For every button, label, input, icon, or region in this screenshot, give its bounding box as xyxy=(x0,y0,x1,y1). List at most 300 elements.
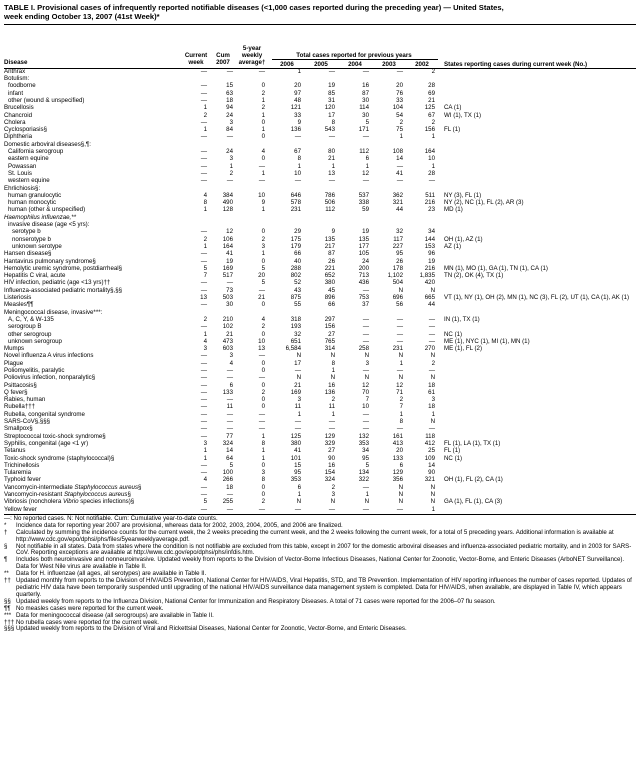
disease-name: SARS-CoV§,§§§ xyxy=(4,418,51,426)
count-cell: 2 xyxy=(399,118,403,126)
count-cell: — xyxy=(258,410,265,418)
disease-name: Rabies, human xyxy=(4,396,46,404)
count-cell: 85 xyxy=(328,89,335,97)
states-cell xyxy=(438,119,636,126)
count-cell: 95 xyxy=(294,469,301,477)
count-cell: 0 xyxy=(261,483,265,491)
table-row xyxy=(4,82,636,89)
count-cell: 1 xyxy=(399,410,403,418)
count-cell: — xyxy=(396,162,403,170)
count-cell: 135 xyxy=(358,235,369,243)
count-cell: 665 xyxy=(424,294,435,302)
count-cell: 696 xyxy=(392,294,403,302)
footnote-text: Updated weekly from reports to the Division of Viral and Rickettsial Diseases, National Center for Zoonotic, Vector-Borne, and Enteric Diseases. xyxy=(16,625,407,633)
footnote-symbol: §§§ xyxy=(4,625,15,633)
count-cell: 1 xyxy=(261,454,265,462)
disease-name: Mumps xyxy=(4,345,25,353)
disease-name: Hantavirus pulmonary syndrome§ xyxy=(4,257,96,265)
states-cell xyxy=(438,462,636,469)
count-cell: 2 xyxy=(331,483,335,491)
count-cell: N xyxy=(330,374,335,382)
count-cell xyxy=(372,185,406,192)
count-cell: 161 xyxy=(392,432,403,440)
disease-name-part: Vancomycin-intermediate xyxy=(4,483,75,491)
count-cell: N xyxy=(430,352,435,360)
disease-name: Q fever§ xyxy=(4,388,28,396)
disease-name-part: § xyxy=(138,483,142,491)
count-cell: 802 xyxy=(290,272,301,280)
count-cell: 6 xyxy=(399,461,403,469)
count-cell: 10 xyxy=(258,191,265,199)
count-cell xyxy=(236,75,268,82)
count-cell xyxy=(372,221,406,228)
states-cell: WI (1), TX (1) xyxy=(444,111,482,119)
count-cell: — xyxy=(258,67,265,75)
count-cell: 1 xyxy=(203,330,207,338)
count-cell: 169 xyxy=(222,264,233,272)
count-cell: 73 xyxy=(226,286,233,294)
count-cell: 603 xyxy=(222,345,233,353)
count-cell: N xyxy=(296,374,301,382)
header-avg-1: 5-year xyxy=(242,44,262,52)
disease-name: Plague xyxy=(4,359,24,367)
count-cell: 179 xyxy=(290,242,301,250)
count-cell: — xyxy=(362,410,369,418)
count-cell xyxy=(304,75,338,82)
states-cell xyxy=(438,367,636,374)
table-row xyxy=(4,119,636,126)
count-cell: 44 xyxy=(396,206,403,214)
count-cell: 132 xyxy=(358,432,369,440)
count-cell: 41 xyxy=(226,250,233,258)
disease-name: Cyclosporiasis§ xyxy=(4,126,47,134)
count-cell xyxy=(406,214,438,221)
states-cell xyxy=(438,163,636,170)
count-cell: — xyxy=(428,425,435,433)
disease-name: western equine xyxy=(8,177,50,185)
count-cell: 1 xyxy=(229,162,233,170)
disease-name: Cholera xyxy=(4,118,26,126)
count-cell xyxy=(338,221,372,228)
count-cell: — xyxy=(226,418,233,426)
count-cell: 2 xyxy=(261,235,265,243)
states-cell: NC (1) xyxy=(444,330,463,338)
count-cell: 4 xyxy=(203,476,207,484)
disease-name: human (other & unspecified) xyxy=(8,206,86,214)
table-row xyxy=(4,243,636,250)
count-cell: N xyxy=(430,286,435,294)
count-cell: — xyxy=(328,67,335,75)
count-cell: — xyxy=(396,337,403,345)
disease-name-part: Vancomycin-resistant xyxy=(4,491,64,499)
count-cell: — xyxy=(362,177,369,185)
disease-name: Poliovirus infection, nonparalytic§ xyxy=(4,374,96,382)
count-cell: — xyxy=(200,432,207,440)
count-cell: 786 xyxy=(324,191,335,199)
count-cell: — xyxy=(396,330,403,338)
count-cell: N xyxy=(364,498,369,506)
disease-name: Influenza-associated pediatric mortality§,§§ xyxy=(4,286,123,294)
count-cell: 94 xyxy=(226,104,233,112)
count-cell: — xyxy=(294,133,301,141)
table-row xyxy=(4,411,636,418)
count-cell: — xyxy=(200,133,207,141)
states-cell: FL (1) xyxy=(444,126,461,134)
count-cell: — xyxy=(294,505,301,513)
count-cell: 164 xyxy=(424,148,435,156)
count-cell: 66 xyxy=(328,301,335,309)
count-cell: 210 xyxy=(222,315,233,323)
count-cell: 44 xyxy=(428,301,435,309)
count-cell: — xyxy=(226,366,233,374)
count-cell: 0 xyxy=(261,155,265,163)
count-cell: 13 xyxy=(258,345,265,353)
count-cell: 17 xyxy=(328,111,335,119)
disease-name: invasive disease (age <5 yrs): xyxy=(8,221,90,229)
count-cell: 178 xyxy=(392,264,403,272)
count-cell: — xyxy=(294,366,301,374)
count-cell: 1 xyxy=(261,126,265,134)
count-cell: 96 xyxy=(428,250,435,258)
count-cell: 11 xyxy=(294,403,301,411)
count-cell: — xyxy=(200,301,207,309)
table-row xyxy=(4,68,636,75)
disease-name: St. Louis xyxy=(8,169,32,177)
count-cell: 0 xyxy=(261,403,265,411)
disease-name: Hemolytic uremic syndrome, postdiarrheal§ xyxy=(4,264,123,272)
header-group-rule xyxy=(272,59,438,60)
count-cell: 0 xyxy=(261,381,265,389)
count-cell: — xyxy=(258,162,265,170)
count-cell: — xyxy=(362,286,369,294)
footnote-text: Not notifiable in all states. Data from states where the condition is not notifiable are excluded from this table, except in 2007 for the domestic arboviral diseases and influenza-associated pediatric mortality, and in 2003 for SARS-CoV. Reporting exceptions are available at http://www.cdc.gov/epo/dphsi/phs/infdis.htm. xyxy=(16,542,632,557)
count-cell xyxy=(236,309,268,316)
count-cell: 2 xyxy=(203,111,207,119)
count-cell: — xyxy=(200,396,207,404)
disease-name-part: Vibrio xyxy=(62,498,79,506)
count-cell: 0 xyxy=(261,133,265,141)
count-cell: 380 xyxy=(290,439,301,447)
count-cell xyxy=(406,185,438,192)
count-cell: — xyxy=(362,133,369,141)
count-cell: 1 xyxy=(203,454,207,462)
table-row xyxy=(4,425,636,432)
count-cell: — xyxy=(200,177,207,185)
states-cell: VT (1), NY (1), OH (2), MN (1), NC (3), FL (2), UT (1), CA (1), AK (1) xyxy=(444,294,630,302)
count-cell: 231 xyxy=(290,206,301,214)
count-cell: 21 xyxy=(258,294,265,302)
count-cell: 7 xyxy=(203,272,207,280)
disease-name xyxy=(4,484,182,491)
count-cell: N xyxy=(296,352,301,360)
disease-name: Diphtheria xyxy=(4,133,32,141)
count-cell: 1 xyxy=(399,133,403,141)
count-cell: 90 xyxy=(328,454,335,462)
header-avg-3: average† xyxy=(238,58,266,66)
count-cell: 8 xyxy=(261,476,265,484)
table-row xyxy=(4,382,636,389)
count-cell xyxy=(210,141,236,148)
table-row xyxy=(4,323,636,330)
count-cell: 33 xyxy=(396,97,403,104)
count-cell: — xyxy=(200,82,207,90)
count-cell: — xyxy=(396,425,403,433)
count-cell: 125 xyxy=(424,104,435,112)
footnote-symbol: *** xyxy=(4,611,12,619)
count-cell: 1 xyxy=(261,447,265,455)
count-cell: 4 xyxy=(261,315,265,323)
count-cell: — xyxy=(200,359,207,367)
count-cell: 329 xyxy=(324,439,335,447)
states-cell xyxy=(438,82,636,89)
states-cell xyxy=(438,396,636,403)
count-cell: 61 xyxy=(428,388,435,396)
states-cell xyxy=(438,323,636,330)
count-cell: 121 xyxy=(290,104,301,112)
states-cell xyxy=(438,133,636,140)
footnotes xyxy=(4,514,636,633)
states-cell xyxy=(438,411,636,418)
footnote-text: Updated monthly from reports to the Division of HIV/AIDS Prevention, National Center for HIV/AIDS, Viral Hepatitis, STD, and TB Prevention. Implementation of HIV reporting influences the number of cases reported. Updates of pediatric HIV data have been temporarily suspended until upgrading of the national HIV/AIDS surveillance data management system is completed. Data for HIV/AIDS, when available, are displayed in Table IV, which appears quarterly. xyxy=(16,577,632,598)
disease-name-part: § xyxy=(127,491,131,499)
count-cell: N xyxy=(430,491,435,499)
count-cell: N xyxy=(296,498,301,506)
count-cell: 1 xyxy=(261,169,265,177)
count-cell: 3 xyxy=(331,491,335,499)
count-cell: 7 xyxy=(399,403,403,411)
count-cell xyxy=(210,75,236,82)
count-cell: — xyxy=(396,67,403,75)
count-cell: — xyxy=(226,67,233,75)
count-cell: 19 xyxy=(328,82,335,90)
count-cell: 95 xyxy=(362,454,369,462)
count-cell: 2 xyxy=(203,235,207,243)
count-cell: — xyxy=(328,133,335,141)
count-cell xyxy=(182,141,210,148)
count-cell: 4 xyxy=(203,191,207,199)
count-cell: 490 xyxy=(222,199,233,207)
disease-name-part: Staphylococcus aureus xyxy=(63,491,128,499)
count-cell: 8 xyxy=(399,418,403,426)
count-cell: 102 xyxy=(222,323,233,331)
count-cell: 20 xyxy=(258,272,265,280)
states-cell xyxy=(438,279,636,286)
states-cell xyxy=(438,425,636,432)
count-cell: — xyxy=(200,374,207,382)
count-cell: 231 xyxy=(392,345,403,353)
count-cell: 133 xyxy=(392,454,403,462)
count-cell: — xyxy=(226,410,233,418)
table-row xyxy=(4,141,636,148)
table-row xyxy=(4,148,636,155)
count-cell: — xyxy=(200,403,207,411)
count-cell xyxy=(268,75,304,82)
count-cell: 66 xyxy=(294,250,301,258)
disease-name: Brucellosis xyxy=(4,104,34,112)
count-cell: N xyxy=(398,498,403,506)
count-cell: 67 xyxy=(428,111,435,119)
count-cell: 2 xyxy=(431,359,435,367)
count-cell: 356 xyxy=(392,476,403,484)
count-cell: 48 xyxy=(294,97,301,104)
footnote-symbol: * xyxy=(4,521,7,529)
count-cell: 5 xyxy=(203,264,207,272)
table-row xyxy=(4,352,636,359)
count-cell: 506 xyxy=(324,199,335,207)
header-2006: 2006 xyxy=(280,60,294,68)
count-cell: 9 xyxy=(331,228,335,236)
table-row xyxy=(4,345,636,352)
count-cell: 297 xyxy=(324,315,335,323)
states-cell: ME (1), NYC (1), MI (1), MN (1) xyxy=(444,337,530,345)
count-cell: 896 xyxy=(324,294,335,302)
count-cell: 193 xyxy=(290,323,301,331)
table-row xyxy=(4,469,636,476)
count-cell: 1 xyxy=(297,67,301,75)
count-cell: 101 xyxy=(290,454,301,462)
count-cell: — xyxy=(396,315,403,323)
count-cell xyxy=(406,141,438,148)
count-cell: 56 xyxy=(396,301,403,309)
disease-name: Meningococcal disease, invasive***: xyxy=(4,308,103,316)
count-cell: 2 xyxy=(331,396,335,404)
count-cell xyxy=(182,75,210,82)
count-cell: — xyxy=(200,425,207,433)
table-row xyxy=(4,258,636,265)
count-cell: N xyxy=(398,483,403,491)
count-cell xyxy=(304,309,338,316)
count-cell: 112 xyxy=(359,148,369,156)
count-cell: 18 xyxy=(428,403,435,411)
count-cell: — xyxy=(328,418,335,426)
count-cell: 537 xyxy=(358,191,369,199)
table-row xyxy=(4,155,636,162)
count-cell: 543 xyxy=(324,126,335,134)
count-cell: 8 xyxy=(297,155,301,163)
count-cell: — xyxy=(258,425,265,433)
count-cell: — xyxy=(258,374,265,382)
count-cell xyxy=(268,185,304,192)
count-cell: 652 xyxy=(324,272,335,280)
header-bottom-rule xyxy=(4,68,636,69)
count-cell: 1 xyxy=(297,491,301,499)
header-2004: 2004 xyxy=(348,60,362,68)
count-cell: 314 xyxy=(324,345,335,353)
count-cell: 23 xyxy=(428,206,435,214)
count-cell: 6 xyxy=(365,155,369,163)
count-cell: 13 xyxy=(200,294,207,302)
count-cell: 321 xyxy=(424,476,435,484)
table-row xyxy=(4,316,636,323)
states-cell: CA (1) xyxy=(444,104,462,112)
count-cell: — xyxy=(200,169,207,177)
count-cell: 0 xyxy=(261,491,265,499)
count-cell: 353 xyxy=(290,476,301,484)
states-cell xyxy=(438,221,636,228)
count-cell: 6,584 xyxy=(285,345,301,353)
count-cell xyxy=(304,221,338,228)
table-row xyxy=(4,440,636,447)
count-cell xyxy=(372,75,406,82)
table-row xyxy=(4,309,636,316)
count-cell: 3 xyxy=(431,396,435,404)
table-row xyxy=(4,279,636,286)
count-cell: — xyxy=(200,257,207,265)
states-cell xyxy=(438,141,636,148)
count-cell: 1 xyxy=(261,432,265,440)
count-cell: 1 xyxy=(431,410,435,418)
count-cell: 118 xyxy=(425,432,435,440)
header-cum-1: Cum xyxy=(216,51,230,59)
count-cell: 318 xyxy=(290,315,301,323)
disease-name: Ehrlichiosis§: xyxy=(4,184,41,192)
count-cell: 100 xyxy=(222,469,233,477)
count-cell: — xyxy=(200,418,207,426)
count-cell: 26 xyxy=(396,257,403,265)
states-cell xyxy=(438,75,636,82)
count-cell: — xyxy=(362,323,369,331)
count-cell: 108 xyxy=(392,148,403,156)
count-cell: 3 xyxy=(261,242,265,250)
table-row xyxy=(4,221,636,228)
count-cell: 24 xyxy=(362,257,369,265)
count-cell: N xyxy=(398,352,403,360)
count-cell: 8 xyxy=(203,199,207,207)
count-cell: 2 xyxy=(261,323,265,331)
count-cell: 129 xyxy=(324,432,335,440)
count-cell: 321 xyxy=(392,199,403,207)
table-row xyxy=(4,418,636,425)
count-cell: — xyxy=(362,315,369,323)
table-row xyxy=(4,294,636,301)
table-row xyxy=(4,338,636,345)
count-cell: 112 xyxy=(325,206,335,214)
disease-name: California serogroup xyxy=(8,148,64,156)
count-cell: 43 xyxy=(294,286,301,294)
disease-name: Anthrax xyxy=(4,67,26,75)
table-row xyxy=(4,192,636,199)
disease-name: Trichinellosis xyxy=(4,461,40,469)
count-cell: N xyxy=(364,352,369,360)
count-cell: 4 xyxy=(229,359,233,367)
count-cell: — xyxy=(362,418,369,426)
count-cell: 171 xyxy=(358,126,369,134)
count-cell: — xyxy=(258,418,265,426)
count-cell: 4 xyxy=(261,148,265,156)
footnote-text: Data for H. influenzae (all ages, all serotypes) are available in Table II. xyxy=(16,570,207,578)
header-2002: 2002 xyxy=(415,60,429,68)
count-cell: 255 xyxy=(222,498,233,506)
count-cell: 41 xyxy=(396,169,403,177)
disease-name-part: Vibriosis (noncholera xyxy=(4,498,63,506)
count-cell: — xyxy=(362,366,369,374)
count-cell: 125 xyxy=(290,432,301,440)
count-cell xyxy=(236,214,268,221)
disease-name: serogroup B xyxy=(8,323,42,331)
footnote-symbol: ¶ xyxy=(4,556,8,564)
count-cell: 5 xyxy=(365,118,369,126)
footnote-text: Calculated by summing the incidence counts for the current week, the 2 weeks preceding the current week, and the 2 weeks following the current week, for a total of 5 preceding years. Additional information is available at http://www.cdc.gov/epo/dphsi/phs/files/5yearweeklyaverage.pdf. xyxy=(16,528,614,543)
count-cell: 10 xyxy=(258,337,265,345)
table-row xyxy=(4,90,636,97)
table-row xyxy=(4,163,636,170)
count-cell: 11 xyxy=(328,403,335,411)
states-cell xyxy=(438,258,636,265)
count-cell: 353 xyxy=(358,439,369,447)
count-cell: — xyxy=(428,366,435,374)
states-cell xyxy=(438,287,636,294)
count-cell: — xyxy=(362,425,369,433)
